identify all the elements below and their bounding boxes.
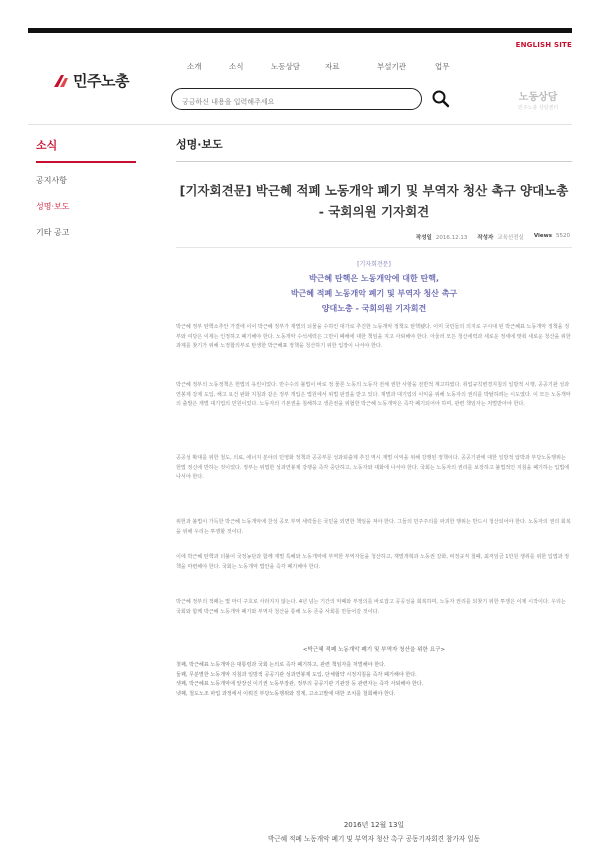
top-border xyxy=(28,28,572,33)
body-paragraph: 이에 박근혜 탄핵과 더불어 국정농단과 함께 재벌 특혜와 노동개악에 부역한 부역자들을 청산하고, 재벌개혁과 노동권 강화, 비정규직 철폐, 최저임금 1만원 쟁취를 위한 입법과 정책을 마련해야 한다. 국회는 노동개악 법안을 즉각 폐기해야 한다. xyxy=(176,554,570,570)
nav-affiliates[interactable]: 부설기관 xyxy=(377,62,406,71)
sidebar-divider xyxy=(36,161,136,163)
nav-work[interactable]: 업무 xyxy=(435,62,450,71)
content-divider xyxy=(176,161,572,162)
search-icon[interactable] xyxy=(431,89,451,109)
meta-author: 작성자 교육선전실 xyxy=(477,235,524,241)
demand-item: 넷째, 철도노조 파업 과정에서 이뤄진 부당노동행위와 징계, 고소고발에 대한 조치를 철회해야 한다. xyxy=(176,690,396,697)
sidebar-item-notices[interactable]: 공지사항 xyxy=(36,176,67,185)
subhead-line: 박근혜 탄핵은 노동개악에 대한 탄핵, xyxy=(308,274,440,283)
logo[interactable] xyxy=(52,70,129,91)
body-paragraph: 박근혜 정부 탄핵소추안 가결에 이어 박근혜 정부가 재벌의 뇌물을 수하인 대가로 추진한 노동개악 정책도 탄핵됐다. 이미 국민들의 의지로 구시대 된 박근혜표 노동개악 정책을 정부와 여당은 이제는 인정하고 폐기해야 한다. 노동개악 수석세력은 그만이 폐해에 대한 책임을 지고 사퇴해야 한다. 아울러 모든 청산세력과 새로운 정세에 맞춰 새로운 청산을 위한 과제를 찾기가 위해 노정합의부로 탄생한 박근혜표 정책을 청산하기 위한 입장이 나서야 한다. xyxy=(176,324,571,350)
logo-mark-icon xyxy=(52,73,70,89)
sidebar-item-other-notices[interactable]: 기타 공고 xyxy=(36,228,70,237)
sidebar-menu xyxy=(36,174,136,252)
logo-text: 민주노총 xyxy=(73,72,129,90)
article-pretag: [기자회견문] xyxy=(357,261,391,268)
sidebar-title: 소식 xyxy=(36,139,58,152)
body-paragraph: 위헌과 불법이 가득한 박근혜 노동개악에 찬성 공모 부역 세력들은 국민을 외면한 책임을 져야 한다. 그들의 민주주의를 파괴한 행위는 반드시 청산되어야 한다. 노동자의 권리 회복을 위해 우리는 투쟁할 것이다. xyxy=(176,519,571,535)
nav-news[interactable]: 소식 xyxy=(229,62,244,71)
labor-consult-link[interactable] xyxy=(518,88,558,111)
labor-consult-sub: 민주노총 상담센터 xyxy=(518,105,559,111)
demand-item: 둘째, 무분별한 노동개악 지침과 일방적 공공기관 성과연봉제 도입, 단체협약 시정지침을 즉각 폐기해야 한다. xyxy=(176,671,417,678)
article-body xyxy=(176,323,572,699)
article-title-line1: [기자회견문] 박근혜 적폐 노동개악 폐기 및 부역자 청산 촉구 양대노총 xyxy=(179,183,569,198)
header-divider xyxy=(28,124,572,125)
demand-item: 첫째, 박근혜표 노동개악은 대통령과 국회 논의로 즉각 폐기하고, 관련 책임자를 처벌해야 한다. xyxy=(176,662,386,668)
subhead-line: 양대노총 - 국회의원 기자회견 xyxy=(321,304,427,313)
article-date: 2016년 12월 13일 xyxy=(343,821,405,829)
demand-title: <박근혜 적폐 노동개악 폐기 및 부역자 청산을 위한 요구> xyxy=(302,647,446,653)
article-title-line2: - 국회의원 기자회견 xyxy=(318,204,430,219)
nav-labor-consult[interactable]: 노동상담 xyxy=(271,62,300,71)
article-subhead xyxy=(176,271,572,316)
subhead-line: 박근혜 적폐 노동개악 폐기 및 부역자 청산 촉구 xyxy=(290,289,458,298)
search-box xyxy=(171,88,422,110)
nav-intro[interactable]: 소개 xyxy=(187,62,202,71)
body-paragraph: 박근혜 정부의 노동정책은 헌법의 유린이었다. 반수수의 불법이 바로 정 물론 노동의 노동자 전체 권한 사항을 전반적 계고하였다. 취업규칙변경지침의 일방적 시행, 공공기관 성과연봉제 강제 도입, 해고 요건 완화 지침과 같은 정부 개입은 법원에서 위법 판결을 받고 있다. 재벌과 대기업의 이익을 위해 노동자의 권리를 박탈하려는 시도였다. 이 모든 노동개악의 출발은 재벌 대기업의 민원이었다. 노동자의 기본권을 침해하고 생존권을 위협한 박근혜 노동개악은 즉각 폐기되어야 하며, 관련 책임자는 처벌받아야 한다. xyxy=(176,382,571,408)
labor-consult-label: 노동상담 xyxy=(518,92,558,103)
body-paragraph: 박근혜 정부의 적폐는 몇 마디 구호로 사라지지 않는다. 4년 넘는 기간의 악폐와 부정의를 바로잡고 공공성을 회복하며, 노동자 권리를 되찾기 위한 투쟁은 이제 시작이다. 우리는 국회와 함께 박근혜 노동개악 폐기와 부역자 청산을 통해 노동 존중 사회를 만들어갈 것이다. xyxy=(176,599,566,615)
global-nav xyxy=(187,61,465,72)
meta-divider xyxy=(176,247,572,248)
english-site-link[interactable]: ENGLISH SITE xyxy=(515,41,572,49)
article-signature: 박근혜 적폐 노동개악 폐기 및 부역자 청산 촉구 공동기자회견 참가자 일동 xyxy=(267,835,481,843)
demand-item: 셋째, 박근혜표 노동개악에 앞장선 이기권 노동부장관, 정부의 공공기관 기관장 등 관련자는 즉각 사퇴해야 한다. xyxy=(176,681,424,688)
sidebar-item-statements[interactable]: 성명·보도 xyxy=(36,202,70,211)
page-title: 성명·보도 xyxy=(176,138,223,151)
nav-materials[interactable]: 자료 xyxy=(325,62,340,71)
body-paragraph: 공공성 확대를 위한 철도, 의료, 에너지 분야의 민영화 정책과 공공부문 성과퇴출제 추진 역시 재벌 이익을 위해 강행된 정책이다. 공공기관에 대한 일방적 압박과 부당노동행위는 헌법 정신에 반하는 것이었다. 정부는 위법한 성과연봉제 강행을 즉각 중단하고, 노동자와 대화에 나서야 한다. 국회는 노동자의 권리를 보장하고 불법적인 지침을 폐기하는 입법에 나서야 한다. xyxy=(176,455,570,481)
search-input[interactable] xyxy=(182,98,402,106)
meta-date: 작성일 2016.12.13 xyxy=(415,235,468,241)
meta-views: Views 5520 xyxy=(533,233,570,239)
article-meta xyxy=(416,233,570,241)
article-title xyxy=(176,180,572,222)
